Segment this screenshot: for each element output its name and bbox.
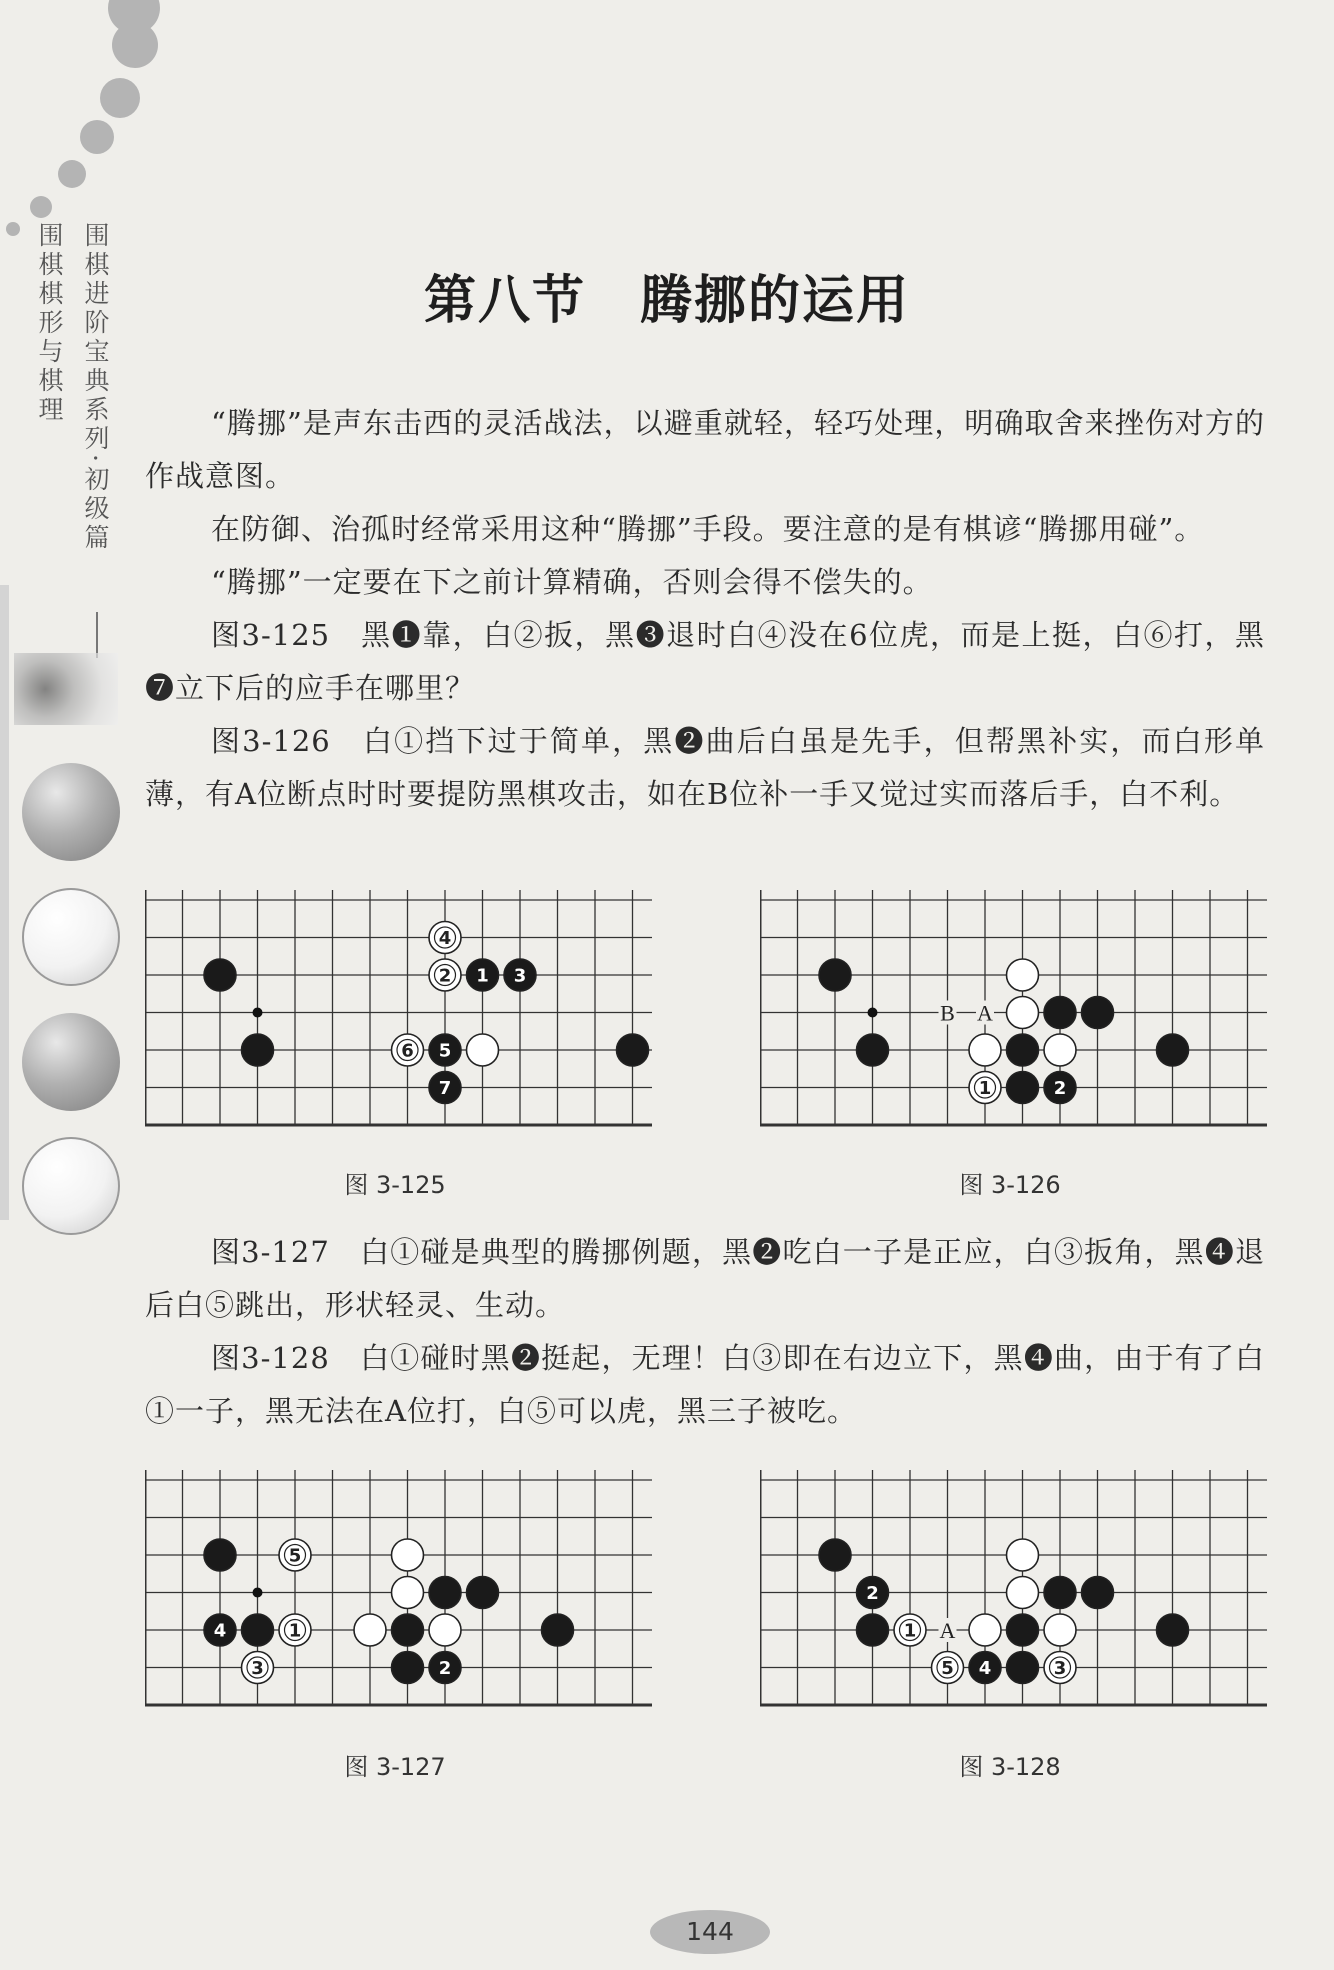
white-go-stone-decoration — [22, 888, 120, 986]
hoshi-point — [253, 1008, 263, 1018]
white-stone — [392, 1577, 424, 1609]
caption-3-126: 图 3-126 — [959, 1171, 1061, 1199]
black-stone — [1082, 997, 1114, 1029]
decorative-dot — [112, 22, 158, 68]
black-stone — [204, 959, 236, 991]
paragraph-intro: “腾挪”是声东击西的灵活战法，以避重就轻，轻巧处理，明确取舍来挫伤对方的作战意图。 — [145, 406, 1265, 493]
black-stone — [1082, 1577, 1114, 1609]
move-number: 5 — [288, 1545, 302, 1567]
go-diagram-3-125 — [145, 890, 655, 1140]
go-diagram-3-126 — [760, 890, 1270, 1140]
hoshi-point — [253, 1588, 263, 1598]
move-number: 2 — [1053, 1078, 1067, 1099]
white-stone — [392, 1539, 424, 1571]
series-title: 围棋进阶宝典系列·初级篇 — [81, 222, 110, 553]
black-stone — [819, 959, 851, 991]
move-number: 6 — [401, 1040, 414, 1062]
move-number: 1 — [288, 1620, 302, 1642]
section-title: 第八节 腾挪的运用 — [423, 270, 910, 331]
sidebar-bar — [0, 585, 9, 1220]
black-stone — [857, 1034, 889, 1066]
decorative-dot — [30, 196, 52, 218]
gray-go-stone-decoration — [22, 763, 120, 861]
move-number: 2 — [866, 1583, 879, 1604]
move-number: 3 — [251, 1658, 264, 1679]
black-stone — [1007, 1072, 1039, 1104]
move-number: 4 — [978, 1658, 992, 1679]
move-number: 1 — [903, 1620, 917, 1642]
point-label: A — [977, 1000, 993, 1026]
move-number: 3 — [1053, 1658, 1067, 1679]
go-diagram-3-127 — [145, 1470, 655, 1720]
paragraph-fig-3-126: 图3-126 白①挡下过于简单，黑❷曲后白虽是先手，但帮黑补实，而白形单薄，有A位断点时时要提防黑棋攻击，如在B位补一手又觉过实而落后手，白不利。 — [145, 724, 1265, 811]
white-stone — [969, 1614, 1001, 1646]
caption-3-128: 图 3-128 — [959, 1753, 1061, 1781]
black-stone — [1044, 1577, 1076, 1609]
point-label: B — [940, 1000, 955, 1026]
white-stone — [1007, 997, 1039, 1029]
go-diagram-3-128 — [760, 1470, 1270, 1720]
white-stone — [1007, 1577, 1039, 1609]
black-stone — [392, 1614, 424, 1646]
paragraph-fig-3-125: 图3-125 黑❶靠，白②扳，黑❸退时白④没在6位虎，而是上挺，白⑥打，黑❼立下后的应手在哪里？ — [145, 618, 1265, 705]
white-stone — [1044, 1614, 1076, 1646]
caption-3-125: 图 3-125 — [344, 1171, 446, 1199]
white-go-stone-decoration — [22, 1137, 120, 1235]
move-number: 4 — [438, 928, 452, 949]
page-number: 144 — [686, 1917, 734, 1946]
white-stone — [1007, 1539, 1039, 1571]
paragraph-calculation: “腾挪”一定要在下之前计算精确，否则会得不偿失的。 — [211, 565, 933, 599]
black-stone — [1007, 1652, 1039, 1684]
point-label: A — [939, 1618, 956, 1643]
white-stone — [969, 1034, 1001, 1066]
decorative-dot — [58, 160, 86, 188]
paragraph-defense: 在防御、治孤时经常采用这种“腾挪”手段。要注意的是有棋谚“腾挪用碰”。 — [211, 512, 1205, 546]
sidebar-divider — [96, 612, 98, 658]
move-number: 1 — [978, 1078, 992, 1099]
white-stone — [1007, 959, 1039, 991]
paragraph-fig-3-127: 图3-127 白①碰是典型的腾挪例题，黑❷吃白一子是正应，白③扳角，黑❹退后白⑤跳出，形状轻灵、生动。 — [145, 1235, 1265, 1322]
black-stone — [392, 1652, 424, 1684]
move-number: 1 — [476, 965, 489, 987]
black-stone — [1157, 1614, 1189, 1646]
white-stone — [354, 1614, 386, 1646]
black-stone — [429, 1577, 461, 1609]
black-stone — [242, 1034, 274, 1066]
move-number: 5 — [941, 1658, 954, 1679]
white-stone — [467, 1034, 499, 1066]
paragraph-fig-3-128: 图3-128 白①碰时黑❷挺起，无理！白③即在右边立下，黑❹曲，由于有了白①一子，黑无法在A位打，白⑤可以虎，黑三子被吃。 — [145, 1341, 1265, 1428]
move-number: 4 — [213, 1620, 227, 1642]
white-stone — [429, 1614, 461, 1646]
move-number: 5 — [438, 1040, 452, 1062]
move-number: 2 — [438, 965, 452, 987]
black-stone — [242, 1614, 274, 1646]
black-stone — [617, 1034, 649, 1066]
white-stone — [1044, 1034, 1076, 1066]
black-stone — [1007, 1614, 1039, 1646]
decorative-dot — [6, 222, 20, 236]
black-stone — [819, 1539, 851, 1571]
black-stone — [1007, 1034, 1039, 1066]
gray-go-stone-decoration — [22, 1013, 120, 1111]
black-stone — [542, 1614, 574, 1646]
black-stone — [1157, 1034, 1189, 1066]
book-title: 围棋棋形与棋理 — [35, 222, 64, 425]
black-stone — [1044, 997, 1076, 1029]
caption-3-127: 图 3-127 — [344, 1753, 446, 1781]
move-number: 7 — [438, 1078, 452, 1099]
decorative-dot — [80, 120, 114, 154]
black-stone — [204, 1539, 236, 1571]
move-number: 2 — [438, 1658, 452, 1679]
hoshi-point — [868, 1008, 878, 1018]
ink-painting-thumbnail — [14, 653, 118, 725]
move-number: 3 — [513, 965, 527, 987]
black-stone — [467, 1577, 499, 1609]
decorative-dot — [100, 78, 140, 118]
black-stone — [857, 1614, 889, 1646]
grid-lines — [145, 890, 652, 1125]
